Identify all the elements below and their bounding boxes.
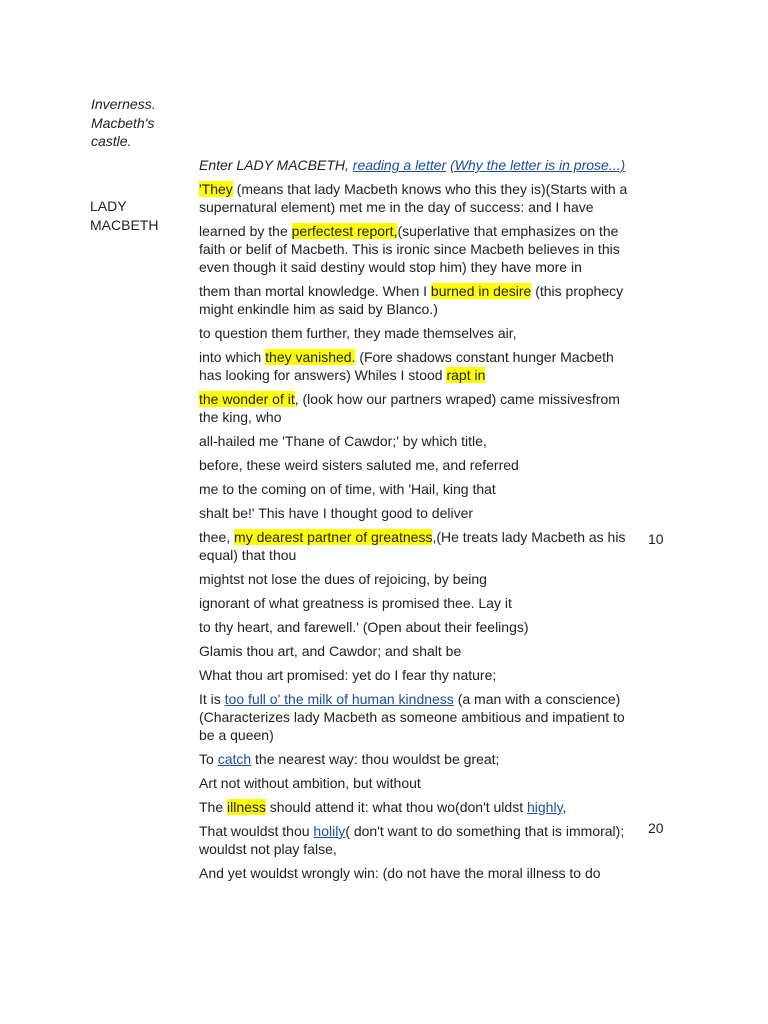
text-line: all-hailed me 'Thane of Cawdor;' by which title,: [199, 433, 487, 449]
text-line: to thy heart, and farewell.' (Open about their feelings): [199, 619, 529, 635]
highlight: my dearest partner of greatness: [234, 529, 433, 545]
location-line: Inverness.: [91, 96, 156, 112]
highlight: burned in desire: [430, 283, 532, 299]
text-line: learned by the perfectest report,(superlative that emphasizes on the faith or belif of Macbeth. This is ironic since Macbeth believes in this even though it said destiny would stop him) they have more in: [199, 223, 620, 275]
text-line: That wouldst thou holily( don't want to do something that is immoral); wouldst not play false,: [199, 823, 625, 857]
line-number: 20: [648, 820, 664, 836]
scene-location: [91, 95, 181, 151]
text-line: 'They (means that lady Macbeth knows who this they is)(Starts with a supernatural element) met me in the day of success: and I have: [199, 181, 628, 215]
highlight: illness: [227, 799, 266, 815]
speaker-line: MACBETH: [90, 216, 159, 233]
link-highly[interactable]: highly: [526, 799, 563, 815]
location-line: castle.: [91, 133, 132, 149]
text-line: Glamis thou art, and Cawdor; and shalt be: [199, 643, 462, 659]
highlight: the wonder of it: [199, 391, 295, 407]
speaker-name: [90, 197, 190, 234]
text-line: shalt be!' This have I thought good to deliver: [199, 505, 474, 521]
location-line: Macbeth's: [91, 114, 155, 131]
text-line: mightst not lose the dues of rejoicing, by being: [199, 571, 487, 587]
text-line: me to the coming on of time, with 'Hail, king that: [199, 481, 496, 497]
text-line: What thou art promised: yet do I fear thy nature;: [199, 667, 497, 683]
highlight: they vanished.: [265, 349, 356, 365]
link-why-letter-in-prose[interactable]: (Why the letter is in prose...): [450, 157, 626, 173]
text-line: It is too full o' the milk of human kindness (a man with a conscience)(Characterizes lady Macbeth as someone ambitious and impatient to be a queen): [199, 691, 625, 743]
text-line: To catch the nearest way: thou wouldst be great;: [199, 751, 500, 767]
link-reading-a-letter[interactable]: reading a letter: [352, 157, 447, 173]
link-milk-of-human-kindness[interactable]: too full o' the milk of human kindness: [224, 691, 454, 707]
stage-direction: Enter LADY MACBETH, reading a letter (Why the letter is in prose...): [199, 157, 626, 173]
highlight: rapt in: [446, 367, 486, 383]
speaker-line: LADY: [90, 198, 127, 214]
line-number: 10: [648, 531, 664, 547]
text-line: the wonder of it, (look how our partners wraped) came missivesfrom the king, who: [199, 391, 620, 425]
text-line: ignorant of what greatness is promised thee. Lay it: [199, 595, 512, 611]
text-line: And yet wouldst wrongly win: (do not have the moral illness to do: [199, 865, 601, 881]
text-line: them than mortal knowledge. When I burned in desire (this prophecy might enkindle him as said by Blanco.): [199, 283, 624, 317]
highlight: 'They: [199, 181, 233, 197]
text-line: thee, my dearest partner of greatness,(He treats lady Macbeth as his equal) that thou: [199, 529, 626, 563]
link-catch[interactable]: catch: [217, 751, 252, 767]
text-line: into which they vanished. (Fore shadows constant hunger Macbeth has looking for answers) Whiles I stood rapt in: [199, 349, 614, 383]
script-text: [199, 156, 639, 888]
text-line: before, these weird sisters saluted me, and referred: [199, 457, 519, 473]
link-holily[interactable]: holily: [313, 823, 346, 839]
text-line: to question them further, they made themselves air,: [199, 325, 517, 341]
highlight: perfectest report,: [291, 223, 398, 239]
text-line: The illness should attend it: what thou wo(don't uldst highly,: [199, 799, 567, 815]
text-line: Art not without ambition, but without: [199, 775, 421, 791]
